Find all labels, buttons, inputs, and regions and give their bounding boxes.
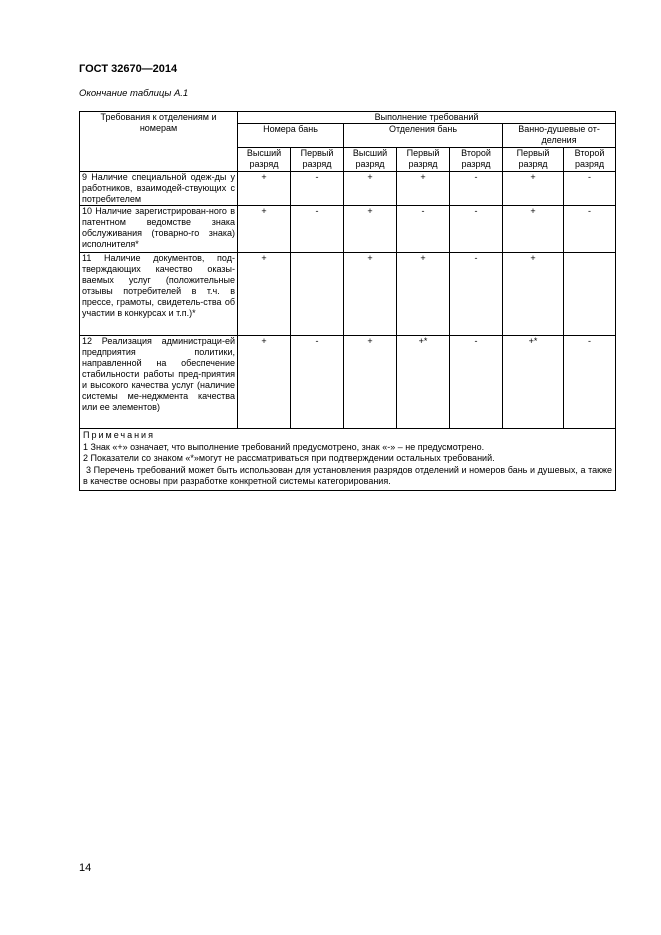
header-group-rooms: Номера бань	[238, 124, 344, 148]
header-row-1	[80, 112, 616, 124]
value-cell: -	[564, 172, 616, 206]
value-cell: +	[503, 206, 564, 253]
subheader-cell: Второй разряд	[450, 148, 503, 172]
subheader-cell: Первый разряд	[503, 148, 564, 172]
row-label: 9 Наличие специальной одеж-ды у работников, взаимодей-ствующих с потребителем	[80, 172, 238, 206]
value-cell: +*	[397, 336, 450, 429]
value-cell: -	[397, 206, 450, 253]
value-cell: -	[450, 172, 503, 206]
notes-heading: Примечания	[83, 430, 155, 440]
value-cell	[291, 253, 344, 336]
value-cell: -	[291, 172, 344, 206]
subheader-cell: Высший разряд	[238, 148, 291, 172]
value-cell: +	[344, 206, 397, 253]
row-label: 11 Наличие документов, под-тверждающих качество оказы-ваемых услуг (положительные отзывы потребителей в т.ч. в прессе, грамоты, свидетель-ства об участии в конкурсах и т.п.)*	[80, 253, 238, 336]
row-label: 12 Реализация администраци-ей предприятия политики, направленной на обеспечение стабильности работы пред-приятия и высокого качества услуг (наличие системы ме-неджмента качества или ее элементов)	[80, 336, 238, 429]
value-cell: +	[344, 172, 397, 206]
value-cell: -	[450, 253, 503, 336]
document-title: ГОСТ 32670—2014	[79, 63, 178, 75]
subheader-cell: Первый разряд	[397, 148, 450, 172]
row-label: 10 Наличие зарегистрирован-ного в патентном ведомстве знака обслуживания (товарно-го знака) исполнителя*	[80, 206, 238, 253]
value-cell: +	[344, 336, 397, 429]
value-cell: +	[238, 336, 291, 429]
header-group-shower-departments: Ванно-душевые от-деления	[503, 124, 616, 148]
value-cell	[564, 253, 616, 336]
value-cell: -	[291, 206, 344, 253]
header-fulfillment: Выполнение требований	[238, 112, 616, 124]
value-cell: +	[397, 172, 450, 206]
subheader-cell: Второй разряд	[564, 148, 616, 172]
value-cell: +	[344, 253, 397, 336]
value-cell: +	[397, 253, 450, 336]
value-cell: -	[564, 336, 616, 429]
table-row	[80, 206, 616, 253]
note-item: 3 Перечень требований может быть использован для установления разрядов отделений и номеров бань и душевых, а также в качестве основы при разработке конкретной системы категорирования.	[83, 464, 613, 486]
subheader-cell: Первый разряд	[291, 148, 344, 172]
value-cell: +*	[503, 336, 564, 429]
value-cell: -	[291, 336, 344, 429]
value-cell: +	[238, 172, 291, 206]
note-item: 2 Показатели со знаком «*»могут не рассматриваться при подтверждении остальных требований.	[83, 453, 495, 463]
value-cell: +	[238, 253, 291, 336]
value-cell: -	[564, 206, 616, 253]
value-cell: -	[450, 336, 503, 429]
notes-cell	[80, 429, 616, 491]
value-cell: +	[503, 253, 564, 336]
subheader-cell: Высший разряд	[344, 148, 397, 172]
table-row	[80, 253, 616, 336]
table-row	[80, 336, 616, 429]
value-cell: +	[238, 206, 291, 253]
header-group-departments: Отделения бань	[344, 124, 503, 148]
table-row	[80, 172, 616, 206]
requirements-table	[79, 111, 616, 491]
notes-row	[80, 429, 616, 491]
note-item: 1 Знак «+» означает, что выполнение требований предусмотрено, знак «-» – не предусмотрено.	[83, 441, 485, 452]
value-cell: +	[503, 172, 564, 206]
page-number: 14	[79, 862, 92, 874]
table-caption: Окончание таблицы А.1	[79, 88, 189, 99]
header-requirements: Требования к отделениям и номерам	[80, 112, 238, 172]
value-cell: -	[450, 206, 503, 253]
